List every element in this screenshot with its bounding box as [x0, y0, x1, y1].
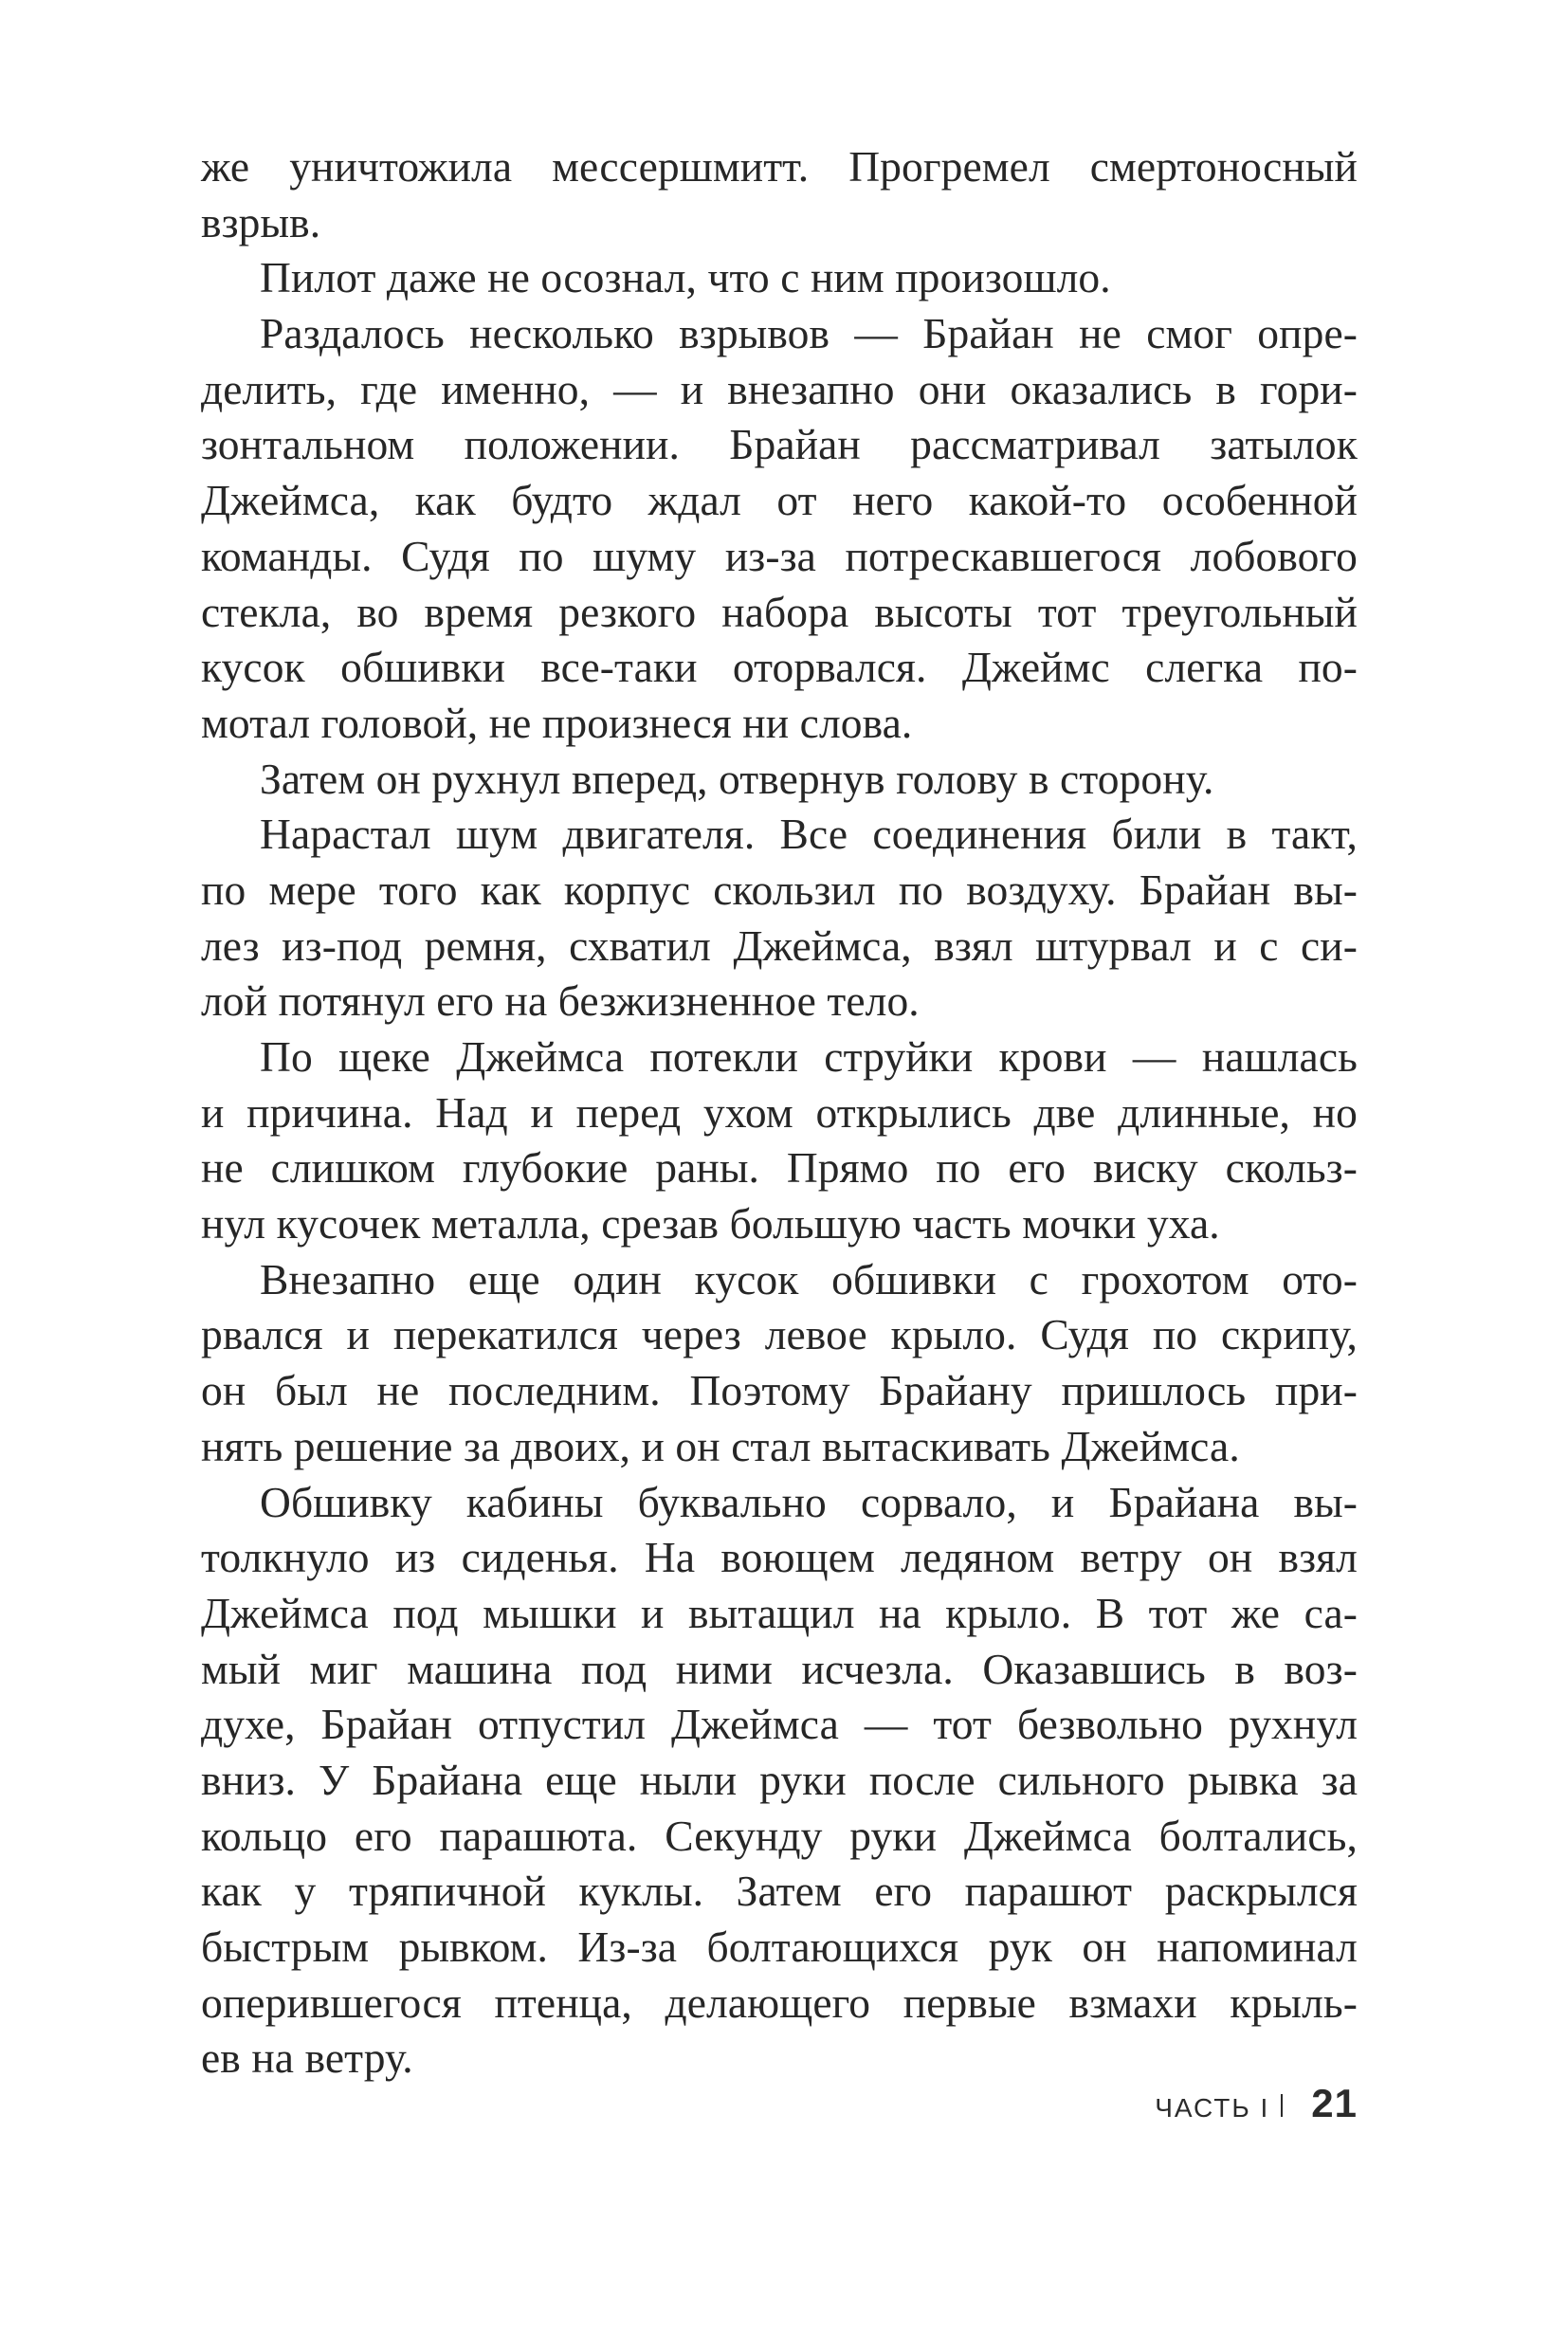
text-line: Пилот даже не осознал, что с ним произошло. [260, 253, 1111, 302]
body-text [201, 139, 1358, 2087]
text-line: по мере того как корпус скользил по воздуху. Брайан вы- [201, 865, 1358, 914]
text-line: оперившегося птенца, делающего первые взмахи крыль- [201, 1977, 1358, 2027]
text-line: он был не последним. Поэтому Брайану пришлось при- [201, 1366, 1358, 1415]
text-line: Внезапно еще один кусок обшивки с грохотом ото- [260, 1254, 1358, 1303]
page-number: 21 [1311, 2081, 1358, 2125]
text-line: Обшивку кабины буквально сорвало, и Брайана вы- [260, 1477, 1358, 1526]
text-line: и причина. Над и перед ухом открылись две длинные, но [201, 1087, 1358, 1137]
text-line: зонтальном положении. Брайан рассматривал затылок [201, 420, 1358, 469]
text-line: взрыв. [201, 197, 321, 246]
text-line: кусок обшивки все-таки оторвался. Джеймс слегка по- [201, 643, 1358, 692]
text-line: лой потянул его на безжизненное тело. [201, 976, 920, 1026]
text-line: нул кусочек металла, срезав большую часть мочки уха. [201, 1199, 1220, 1248]
text-line: Нарастал шум двигателя. Все соединения били в такт, [260, 810, 1358, 859]
text-line: мотал головой, не произнеся ни слова. [201, 698, 913, 747]
text-line: рвался и перекатился через левое крыло. Судя по скрипу, [201, 1310, 1358, 1359]
text-line: быстрым рывком. Из-за болтающихся рук он напоминал [201, 1923, 1358, 1971]
text-line: Затем он рухнул вперед, отвернув голову в сторону. [260, 754, 1214, 803]
text-line: же уничтожила мессершмитт. Прогремел смертоносный [201, 142, 1358, 191]
text-line: ев на ветру. [201, 2033, 413, 2083]
footer-divider [1281, 2094, 1283, 2117]
text-line: нять решение за двоих, и он стал вытаскивать Джеймса. [201, 1421, 1240, 1470]
text-line: Раздалось несколько взрывов — Брайан не смог опре- [260, 309, 1358, 358]
text-line: делить, где именно, — и внезапно они оказались в гори- [201, 364, 1358, 413]
text-line: мый миг машина под ними исчезла. Оказавшись в воз- [201, 1644, 1358, 1693]
text-line: стекла, во время резкого набора высоты тот треугольный [201, 587, 1358, 636]
text-line: вниз. У Брайана еще ныли руки после сильного рывка за [201, 1755, 1358, 1804]
text-line: лез из-под ремня, схватил Джеймса, взял штурвал и с си- [201, 920, 1358, 970]
text-line: Джеймса под мышки и вытащил на крыло. В тот же са- [201, 1588, 1358, 1637]
text-line: команды. Судя по шуму из-за потрескавшегося лобового [201, 531, 1358, 580]
text-line: кольцо его парашюта. Секунду руки Джеймса болтались, [201, 1811, 1358, 1860]
text-line: толкнуло из сиденья. На воющем ледяном ветру он взял [201, 1533, 1358, 1582]
running-head: ЧАСТЬ I [1155, 2093, 1270, 2123]
text-line: как у тряпичной куклы. Затем его парашют раскрылся [201, 1867, 1358, 1916]
page-footer [1155, 2081, 1358, 2126]
text-line: Джеймса, как будто ждал от него какой-то особенной [201, 476, 1358, 525]
text-line: духе, Брайан отпустил Джеймса — тот безвольно рухнул [201, 1700, 1358, 1749]
text-line: не слишком глубокие раны. Прямо по его виску скольз- [201, 1143, 1358, 1193]
text-line: По щеке Джеймса потекли струйки крови — нашлась [260, 1032, 1358, 1081]
